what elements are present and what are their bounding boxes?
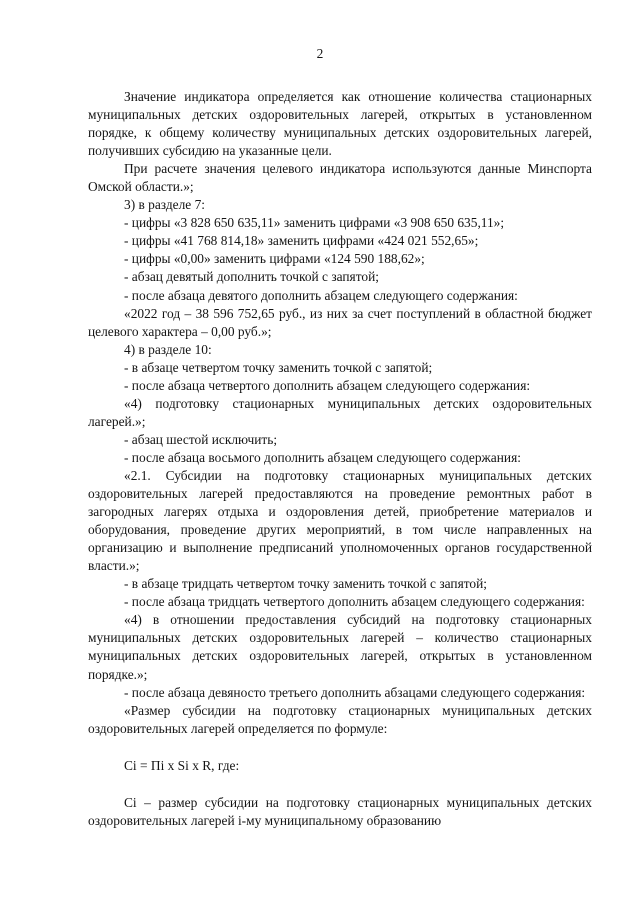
paragraph: - абзац шестой исключить;: [124, 431, 278, 447]
paragraph: 3) в разделе 7:: [124, 197, 206, 213]
paragraph: - после абзаца тридцать четвертого дополнить абзацем следующего содержания:: [124, 594, 585, 610]
paragraph: Ci – размер субсидии на подготовку стационарных муниципальных детских оздоровительных лагерей i-му муниципальному образованию: [88, 794, 592, 828]
paragraph: «4) подготовку стационарных муниципальных детских оздоровительных лагерей.»;: [88, 395, 592, 429]
paragraph: - цифры «3 828 650 635,11» заменить цифрами «3 908 650 635,11»;: [124, 215, 505, 231]
formula: Ci = Пi x Si x R, где:: [124, 757, 240, 773]
paragraph: «4) в отношении предоставления субсидий на подготовку стационарных муниципальных детских оздоровительных лагерей – количество стационарных муниципальных детских оздоровительных лагерей, открытых в установленном порядке.»;: [88, 612, 592, 682]
paragraph: - после абзаца четвертого дополнить абзацем следующего содержания:: [124, 377, 531, 393]
paragraph: 4) в разделе 10:: [124, 341, 212, 357]
paragraph: - цифры «0,00» заменить цифрами «124 590 188,62»;: [124, 251, 425, 267]
page-number: 2: [316, 46, 324, 61]
paragraph: «2022 год – 38 596 752,65 руб., из них за счет поступлений в областной бюджет целевого характера – 0,00 руб.»;: [88, 305, 592, 339]
paragraph: - цифры «41 768 814,18» заменить цифрами «424 021 552,65»;: [124, 233, 479, 249]
paragraph: - после абзаца девяносто третьего дополнить абзацами следующего содержания:: [124, 684, 586, 700]
paragraph: «2.1. Субсидии на подготовку стационарных муниципальных детских оздоровительных лагерей предоставляются на проведение ремонтных работ в загородных лагерях отдыха и оздоровления детей, приобретение материалов и оборудования, проведение других мероприятий, в том числе направленных на организацию и выполнение предписаний уполномоченных органов государственной власти.»;: [88, 467, 592, 574]
paragraph: «Размер субсидии на подготовку стационарных муниципальных детских оздоровительных лагерей определяется по формуле:: [88, 702, 592, 736]
paragraph: - абзац девятый дополнить точкой с запятой;: [124, 269, 379, 285]
paragraph: - в абзаце четвертом точку заменить точкой с запятой;: [124, 359, 433, 375]
paragraph: - после абзаца девятого дополнить абзацем следующего содержания:: [124, 287, 518, 303]
paragraph: - после абзаца восьмого дополнить абзацем следующего содержания:: [124, 449, 521, 465]
paragraph: При расчете значения целевого индикатора используются данные Минспорта Омской области.»;: [88, 161, 592, 195]
paragraph: Значение индикатора определяется как отношение количества стационарных муниципальных детских оздоровительных лагерей, открытых в установленном порядке, к общему количеству муниципальных детских оздоровительных лагерей, получивших субсидию на указанные цели.: [88, 89, 592, 159]
document-body: [88, 88, 592, 830]
paragraph: - в абзаце тридцать четвертом точку заменить точкой с запятой;: [124, 576, 487, 592]
